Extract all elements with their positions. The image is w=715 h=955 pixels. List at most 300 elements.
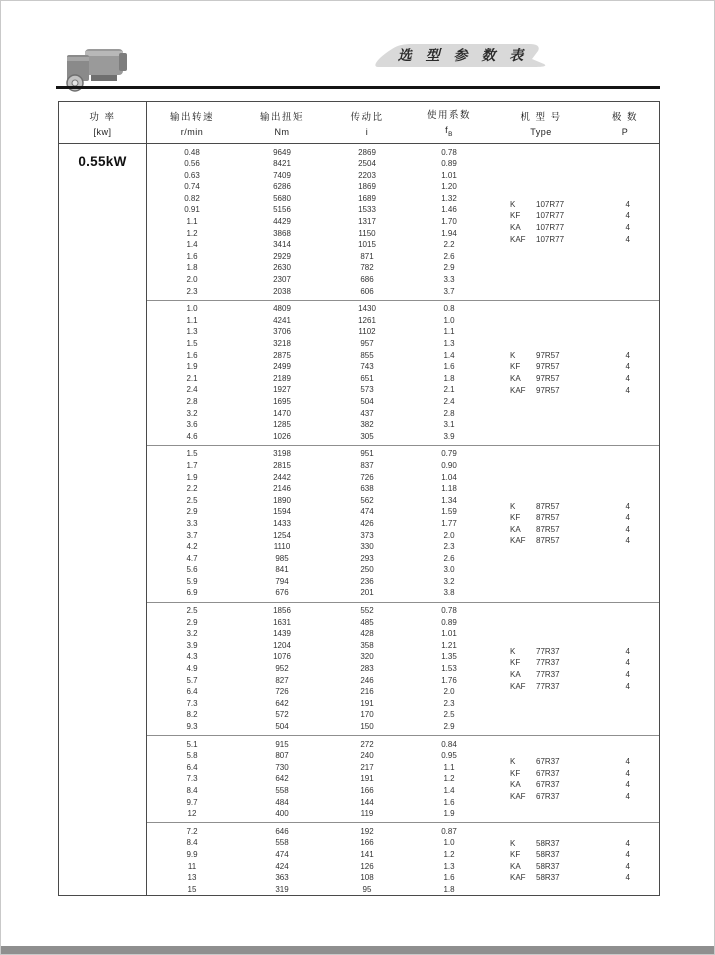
page-bottom-bar: [1, 946, 714, 954]
data-cell: 191: [360, 774, 374, 784]
data-cell: 7.2: [186, 826, 198, 836]
selection-table: [58, 101, 660, 896]
data-cell: 1695: [273, 396, 291, 406]
data-cell: 1.9: [443, 809, 455, 819]
data-cell: 166: [360, 785, 374, 795]
data-row: [147, 274, 659, 286]
type-model: 97R57: [536, 385, 560, 395]
data-cell: 807: [275, 751, 289, 761]
data-cell: 9.3: [186, 722, 198, 731]
data-cell: 2.5: [443, 710, 455, 720]
poles-value: 4: [625, 669, 630, 679]
type-group: [510, 756, 630, 802]
data-cell: 1.94: [441, 228, 457, 238]
data-cell: 1927: [273, 385, 291, 395]
data-cell: 437: [360, 408, 374, 418]
data-cell: 126: [360, 861, 374, 871]
data-cell: 562: [360, 495, 374, 505]
data-cell: 428: [360, 629, 374, 639]
data-cell: 170: [360, 710, 374, 720]
type-model: 97R57: [536, 373, 560, 383]
data-cell: 7.3: [186, 774, 198, 784]
data-cell: 686: [360, 275, 374, 285]
data-row: [147, 326, 659, 338]
type-row: [510, 384, 630, 396]
data-cell: 573: [360, 385, 374, 395]
data-cell: 4.7: [186, 553, 198, 563]
data-cell: 0.95: [441, 751, 457, 761]
type-group: [510, 646, 630, 692]
data-row: [147, 158, 659, 170]
data-cell: 2.8: [186, 396, 198, 406]
data-cell: 2.1: [443, 385, 455, 395]
type-row: [510, 361, 630, 373]
data-cell: 2.0: [443, 530, 455, 540]
data-cell: 217: [360, 762, 374, 772]
data-row: [147, 605, 659, 617]
data-cell: 2.1: [186, 373, 198, 383]
data-cell: 2203: [358, 170, 376, 180]
data-cell: 1204: [273, 640, 291, 650]
data-cell: 1.20: [441, 182, 457, 192]
type-model: 87R57: [536, 524, 560, 534]
data-cell: 3.6: [186, 420, 198, 430]
data-cell: 246: [360, 675, 374, 685]
data-row: [147, 808, 659, 820]
data-cell: 855: [360, 350, 374, 360]
data-cell: 642: [275, 698, 289, 708]
data-cell: 1.3: [443, 861, 455, 871]
data-cell: 1.9: [186, 362, 198, 372]
data-cell: 4809: [273, 304, 291, 314]
data-cell: 2.9: [443, 722, 455, 731]
data-row: [147, 251, 659, 263]
type-prefix: KAF: [510, 681, 526, 691]
data-cell: 1.8: [443, 884, 455, 894]
type-row: [510, 849, 630, 861]
type-model: 107R77: [536, 199, 565, 209]
poles-value: 4: [625, 373, 630, 383]
data-cell: 1.7: [186, 460, 198, 470]
data-cell: 3218: [273, 339, 291, 348]
data-cell: 1.6: [443, 797, 455, 807]
data-cell: 0.63: [184, 170, 200, 180]
data-cell: 0.74: [184, 182, 200, 192]
type-prefix: K: [510, 350, 516, 360]
data-cell: 1110: [273, 542, 291, 552]
type-row: [510, 233, 630, 245]
data-row: [147, 460, 659, 472]
type-row: [510, 791, 630, 803]
data-cell: 4.6: [186, 431, 198, 441]
data-cell: 0.87: [441, 826, 457, 836]
type-row: [510, 535, 630, 547]
data-cell: 1689: [358, 193, 376, 203]
data-cell: 2630: [273, 263, 291, 273]
type-model: 58R37: [536, 861, 560, 871]
type-model: 77R37: [536, 681, 560, 691]
data-cell: 293: [360, 553, 374, 563]
data-row: [147, 472, 659, 484]
power-rating-cell: 0.55kW: [59, 144, 147, 895]
data-cell: 0.79: [441, 449, 457, 459]
data-cell: 2.9: [186, 617, 198, 627]
data-cell: 1.46: [441, 205, 457, 215]
data-row: [147, 739, 659, 751]
data-cell: 141: [360, 849, 374, 859]
data-cell: 3.9: [443, 431, 455, 441]
type-prefix: KF: [510, 658, 521, 668]
data-cell: 166: [360, 838, 374, 848]
type-prefix: KA: [510, 669, 521, 679]
data-cell: 485: [360, 617, 374, 627]
data-cell: 358: [360, 640, 374, 650]
data-cell: 642: [275, 774, 289, 784]
header-ratio: 传动比 i: [350, 111, 384, 137]
type-model: 67R37: [536, 780, 560, 790]
type-row: [510, 350, 630, 362]
type-row: [510, 872, 630, 884]
data-cell: 1254: [273, 530, 291, 540]
type-prefix: KF: [510, 362, 521, 372]
data-cell: 1.01: [441, 629, 457, 639]
data-cell: 957: [360, 339, 374, 348]
data-cell: 558: [275, 838, 289, 848]
type-group: [510, 501, 630, 547]
type-prefix: KAF: [510, 791, 526, 801]
data-cell: 3414: [273, 240, 291, 250]
data-cell: 8.2: [186, 710, 198, 720]
data-cell: 5.9: [186, 576, 198, 586]
data-row: [147, 147, 659, 159]
data-cell: 3.8: [443, 588, 455, 598]
data-cell: 504: [275, 722, 289, 731]
data-cell: 1430: [358, 304, 376, 314]
data-cell: 201: [360, 588, 374, 598]
data-cell: 5.7: [186, 675, 198, 685]
data-cell: 13: [187, 873, 197, 883]
type-prefix: KA: [510, 222, 521, 232]
data-cell: 0.89: [441, 159, 457, 169]
type-row: [510, 646, 630, 658]
data-cell: 3.7: [186, 530, 198, 540]
type-row: [510, 524, 630, 536]
type-prefix: KAF: [510, 385, 526, 395]
data-cell: 2.5: [186, 606, 198, 616]
data-cell: 5.1: [186, 739, 198, 749]
data-cell: 330: [360, 542, 374, 552]
data-cell: 3.2: [186, 408, 198, 418]
data-cell: 1.32: [441, 193, 457, 203]
type-model: 77R37: [536, 669, 560, 679]
type-prefix: KAF: [510, 536, 526, 546]
type-row: [510, 861, 630, 873]
data-cell: 6.9: [186, 588, 198, 598]
data-cell: 1.0: [186, 304, 198, 314]
data-cell: 1.4: [443, 785, 455, 795]
type-row: [510, 210, 630, 222]
type-group: [510, 350, 630, 396]
data-row: [147, 826, 659, 838]
data-cell: 1.53: [441, 664, 457, 674]
data-cell: 0.84: [441, 739, 457, 749]
type-model: 77R37: [536, 646, 560, 656]
poles-value: 4: [625, 211, 630, 221]
data-cell: 2.0: [186, 275, 198, 285]
data-cell: 952: [275, 664, 289, 674]
data-cell: 743: [360, 362, 374, 372]
type-prefix: KF: [510, 211, 521, 221]
data-cell: 15: [187, 884, 197, 894]
data-cell: 236: [360, 576, 374, 586]
data-cell: 9.7: [186, 797, 198, 807]
data-cell: 150: [360, 722, 374, 731]
data-cell: 1076: [273, 652, 291, 662]
data-cell: 6.4: [186, 762, 198, 772]
data-cell: 2.4: [443, 396, 455, 406]
type-model: 87R57: [536, 536, 560, 546]
data-cell: 1.1: [186, 217, 198, 227]
type-row: [510, 779, 630, 791]
poles-value: 4: [625, 791, 630, 801]
data-cell: 4.3: [186, 652, 198, 662]
poles-value: 4: [625, 646, 630, 656]
rating-block: [147, 144, 659, 300]
data-cell: 504: [360, 396, 374, 406]
type-model: 58R37: [536, 873, 560, 883]
data-cell: 1.5: [186, 449, 198, 459]
type-model: 67R37: [536, 791, 560, 801]
data-row: [147, 709, 659, 721]
data-cell: 827: [275, 675, 289, 685]
data-cell: 11: [187, 861, 197, 871]
data-row: [147, 338, 659, 350]
data-cell: 638: [360, 484, 374, 494]
data-cell: 572: [275, 710, 289, 720]
data-cell: 1.0: [443, 315, 455, 325]
data-cell: 3.1: [443, 420, 455, 430]
type-prefix: KA: [510, 524, 521, 534]
data-cell: 1.8: [443, 373, 455, 383]
type-row: [510, 501, 630, 513]
data-cell: 1.2: [443, 774, 455, 784]
data-cell: 9649: [273, 147, 291, 157]
type-model: 87R57: [536, 501, 560, 511]
data-cell: 272: [360, 739, 374, 749]
data-cell: 1.76: [441, 675, 457, 685]
data-cell: 558: [275, 785, 289, 795]
data-cell: 2.5: [186, 495, 198, 505]
data-row: [147, 628, 659, 640]
data-cell: 1.2: [186, 228, 198, 238]
poles-value: 4: [625, 873, 630, 883]
data-cell: 1890: [273, 495, 291, 505]
type-row: [510, 756, 630, 768]
poles-value: 4: [625, 199, 630, 209]
data-cell: 1102: [358, 327, 376, 337]
type-model: 58R37: [536, 849, 560, 859]
data-cell: 1015: [358, 240, 376, 250]
data-cell: 2929: [273, 251, 291, 261]
data-cell: 1.9: [186, 472, 198, 482]
data-cell: 6.4: [186, 687, 198, 697]
data-row: [147, 884, 659, 896]
data-cell: 7409: [273, 170, 291, 180]
data-cell: 6286: [273, 182, 291, 192]
data-row: [147, 181, 659, 193]
data-cell: 305: [360, 431, 374, 441]
data-cell: 192: [360, 826, 374, 836]
type-prefix: KAF: [510, 873, 526, 883]
data-row: [147, 553, 659, 565]
data-cell: 9.9: [186, 849, 198, 859]
data-cell: 108: [360, 873, 374, 883]
data-cell: 424: [275, 861, 289, 871]
data-cell: 726: [275, 687, 289, 697]
data-cell: 474: [360, 507, 374, 517]
type-prefix: K: [510, 838, 516, 848]
type-prefix: KA: [510, 780, 521, 790]
data-cell: 2189: [273, 373, 291, 383]
data-cell: 1.70: [441, 217, 457, 227]
type-row: [510, 768, 630, 780]
data-row: [147, 315, 659, 327]
data-cell: 1.04: [441, 472, 457, 482]
data-cell: 5.8: [186, 751, 198, 761]
poles-value: 4: [625, 861, 630, 871]
data-cell: 782: [360, 263, 374, 273]
header-output-torque: 输出扭矩 Nm: [259, 111, 304, 137]
type-row: [510, 199, 630, 211]
page-title: 选 型 参 数 表: [397, 46, 529, 63]
data-cell: 3.3: [443, 275, 455, 285]
data-cell: 1470: [273, 408, 291, 418]
data-cell: 2.8: [443, 408, 455, 418]
data-cell: 8.4: [186, 838, 198, 848]
type-model: 107R77: [536, 211, 565, 221]
data-cell: 4241: [273, 315, 291, 325]
poles-value: 4: [625, 501, 630, 511]
data-cell: 119: [360, 809, 374, 819]
data-cell: 1.3: [186, 327, 198, 337]
data-cell: 1.21: [441, 640, 457, 650]
type-prefix: K: [510, 501, 516, 511]
data-cell: 2.4: [186, 385, 198, 395]
header-rule: [56, 86, 660, 89]
data-cell: 841: [275, 565, 289, 575]
data-cell: 0.8: [443, 304, 455, 314]
data-cell: 2499: [273, 362, 291, 372]
header-power: 功 率 [kw]: [59, 102, 147, 143]
type-prefix: KF: [510, 513, 521, 523]
poles-value: 4: [625, 350, 630, 360]
data-cell: 0.78: [441, 606, 457, 616]
type-row: [510, 373, 630, 385]
data-cell: 1.1: [443, 327, 455, 337]
data-cell: 2.0: [443, 687, 455, 697]
data-cell: 2.3: [443, 542, 455, 552]
data-row: [147, 698, 659, 710]
data-cell: 0.56: [184, 159, 200, 169]
rating-block: [147, 300, 659, 445]
data-cell: 4.9: [186, 664, 198, 674]
data-cell: 1.6: [443, 362, 455, 372]
data-cell: 651: [360, 373, 374, 383]
data-cell: 3.0: [443, 565, 455, 575]
poles-value: 4: [625, 756, 630, 766]
data-cell: 1.1: [443, 762, 455, 772]
poles-value: 4: [625, 838, 630, 848]
type-model: 87R57: [536, 513, 560, 523]
data-cell: 1856: [273, 606, 291, 616]
data-cell: 3868: [273, 228, 291, 238]
data-row: [147, 286, 659, 298]
data-cell: 1.4: [186, 240, 198, 250]
data-cell: 0.89: [441, 617, 457, 627]
data-row: [147, 576, 659, 588]
data-cell: 2307: [273, 275, 291, 285]
poles-value: 4: [625, 524, 630, 534]
data-cell: 0.91: [184, 205, 200, 215]
data-cell: 0.78: [441, 147, 457, 157]
data-cell: 5156: [273, 205, 291, 215]
type-row: [510, 512, 630, 524]
data-cell: 363: [275, 873, 289, 883]
data-cell: 1.59: [441, 507, 457, 517]
data-cell: 2.3: [443, 698, 455, 708]
data-cell: 1.6: [186, 251, 198, 261]
data-cell: 726: [360, 472, 374, 482]
poles-value: 4: [625, 536, 630, 546]
type-group: [510, 837, 630, 883]
poles-value: 4: [625, 658, 630, 668]
data-cell: 3.3: [186, 518, 198, 528]
data-cell: 240: [360, 751, 374, 761]
data-cell: 1533: [358, 205, 376, 215]
type-group: [510, 199, 630, 245]
data-row: [147, 303, 659, 315]
data-cell: 1631: [273, 617, 291, 627]
table-blocks: [147, 144, 659, 895]
poles-value: 4: [625, 513, 630, 523]
data-cell: 8.4: [186, 785, 198, 795]
poles-value: 4: [625, 222, 630, 232]
data-cell: 1.1: [186, 315, 198, 325]
data-cell: 676: [275, 588, 289, 598]
type-prefix: KF: [510, 768, 521, 778]
data-row: [147, 262, 659, 274]
data-cell: 373: [360, 530, 374, 540]
data-cell: 1285: [273, 420, 291, 430]
data-row: [147, 396, 659, 408]
type-row: [510, 222, 630, 234]
data-cell: 0.90: [441, 460, 457, 470]
table-body: [59, 144, 659, 895]
data-cell: 2.9: [186, 507, 198, 517]
data-cell: 2442: [273, 472, 291, 482]
type-model: 67R37: [536, 768, 560, 778]
data-cell: 2146: [273, 484, 291, 494]
data-cell: 1594: [273, 507, 291, 517]
poles-value: 4: [625, 768, 630, 778]
type-model: 97R57: [536, 350, 560, 360]
rating-block: [147, 445, 659, 602]
data-cell: 730: [275, 762, 289, 772]
type-row: [510, 657, 630, 669]
type-prefix: K: [510, 199, 516, 209]
data-row: [147, 170, 659, 182]
type-prefix: K: [510, 646, 516, 656]
